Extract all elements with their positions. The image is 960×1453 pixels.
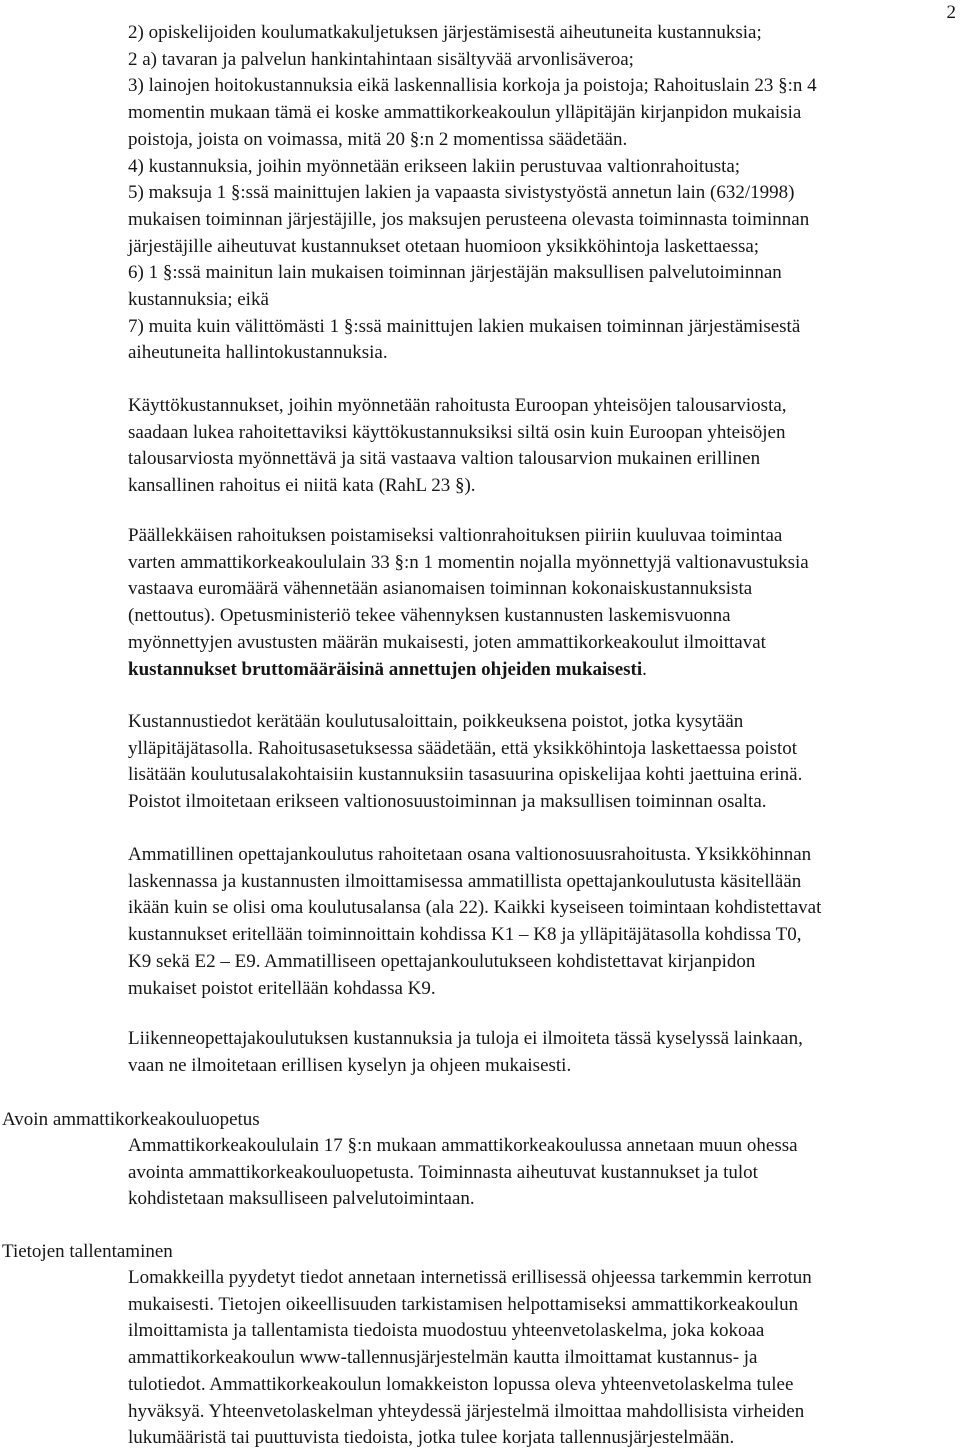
eu-funding-paragraph: Käyttökustannukset, joihin myönnetään rahoitusta Euroopan yhteisöjen talousarviosta, saadaan lukea rahoitettaviksi käyttökustannuksiksi siltä osin kuin Euroopan yhteisöjen talousarviosta myönnettävä ja sitä vastaava valtion talousarvion mukainen erillinen kansallinen rahoitus ei niitä kata (RahL 23 §). (128, 395, 787, 497)
overlap-funding-tail: . (642, 658, 647, 680)
data-storage-paragraph: Lomakkeilla pyydetyt tiedot annetaan internetissä erillisessä ohjeessa tarkemmin kerrotun mukaisesti. Tietojen oikeellisuuden tarkistamisen helpottamiseksi ammattikorkeakoulun ilmoittamista ja tallentamista tiedoista muodostuu yhteenvetolaskelma, joka kokoaa ammattikorkeakoulun www-tallennusjärjestelmän kautta ilmoittamat kustannus- ja tulotiedot. Ammattikorkeakoulun lomakkeiston lopussa oleva yhteenvetolaskelma tulee hyväksyä. Yhteenvetolaskelman yhteydessä järjestelmä ilmoittaa mahdollisista virheiden lukumääristä tai puuttuvista tiedoista, jotka tulee korjata tallennusjärjestelmään. (128, 1267, 812, 1449)
overlap-funding-paragraph (128, 523, 954, 683)
overlap-funding-emphasis: kustannukset bruttomääräisinä annettujen ohjeiden mukaisesti (128, 658, 643, 680)
page-number: 2 (946, 2, 956, 23)
open-education-paragraph: Ammattikorkeakoululain 17 §:n mukaan ammattikorkeakoulussa annetaan muun ohessa avointa ammattikorkeakouluopetusta. Toiminnasta aiheutuvat kustannukset ja tulot kohdistetaan maksulliseen palvelutoimintaan. (128, 1135, 798, 1210)
cost-info-paragraph: Kustannustiedot kerätään koulutusaloittain, poikkeuksena poistot, jotka kysytään ylläpitäjätasolla. Rahoitusasetuksessa säädetään, että yksikköhintoja laskettaessa poistot lisätään koulutusalakohtaisiin kustannuksiin tasasuurina opiskelijaa kohti jaettuina erinä. Poistot ilmoitetaan erikseen valtionosuustoiminnan ja maksullisen toiminnan osalta. (128, 711, 803, 813)
open-education-heading: Avoin ammattikorkeakouluopetus (2, 1109, 260, 1130)
expense-exclusion-list: 2) opiskelijoiden koulumatkakuljetuksen järjestämisestä aiheutuneita kustannuksia; 2 a) tavaran ja palvelun hankintahintaan sisältyvää arvonlisäveroa; 3) lainojen hoitokustannuksia eikä laskennallisia korkoja ja poistoja; Rahoituslain 23 §:n 4 momentin mukaan tämä ei koske ammattikorkeakoulun ylläpitäjän kirjanpidon mukaisia poistoja, joista on voimassa, mitä 20 §:n 2 momentissa säädetään. 4) kustannuksia, joihin myönnetään erikseen lakiin perustuvaa valtionrahoitusta; 5) maksuja 1 §:ssä mainittujen lakien ja vapaasta sivistystyöstä annetun lain (632/1998) mukaisen toiminnan järjestäjille, jos maksujen perusteena olevasta toiminnasta toiminnan järjestäjille aiheutuvat kustannukset otetaan huomioon yksikköhintoja laskettaessa; 6) 1 §:ssä mainitun lain mukaisen toiminnan järjestäjän maksullisen palvelutoiminnan kustannuksia; eikä 7) muita kuin välittömästi 1 §:ssä mainittujen lakien mukaisen toiminnan järjestämisestä aiheutuneita hallintokustannuksia. (128, 22, 817, 364)
teacher-training-paragraph: Ammatillinen opettajankoulutus rahoitetaan osana valtionosuusrahoitusta. Yksikköhinnan laskennassa ja kustannusten ilmoittamisessa ammatillista opettajankoulutusta käsitellään ikään kuin se olisi oma koulutusalansa (ala 22). Kaikki kyseiseen toimintaan kohdistettavat kustannukset eritellään toiminnoittain kohdissa K1 – K8 ja ylläpitäjätasolla kohdissa T0, K9 sekä E2 – E9. Ammatilliseen opettajankoulutukseen kohdistettavat kirjanpidon mukaiset poistot eritellään kohdassa K9. (128, 844, 822, 999)
data-storage-heading: Tietojen tallentaminen (2, 1241, 173, 1262)
overlap-funding-text: Päällekkäisen rahoituksen poistamiseksi valtionrahoituksen piiriin kuuluvaa toimintaa varten ammattikorkeakoululain 33 §:n 1 momentin nojalla myönnettyjä valtionavustuksia vastaava euromäärä vähennetään asianomaisen toiminnan kokonaiskustannuksista (nettoutus). Opetusministeriö tekee vähennyksen kustannusten laskemisvuonna myönnettyjen avustusten määrän mukaisesti, joten ammattikorkeakoulut ilmoittavat (128, 525, 809, 653)
driving-teacher-paragraph: Liikenneopettajakoulutuksen kustannuksia ja tuloja ei ilmoiteta tässä kyselyssä lainkaan, vaan ne ilmoitetaan erillisen kyselyn ja ohjeen mukaisesti. (128, 1028, 803, 1076)
